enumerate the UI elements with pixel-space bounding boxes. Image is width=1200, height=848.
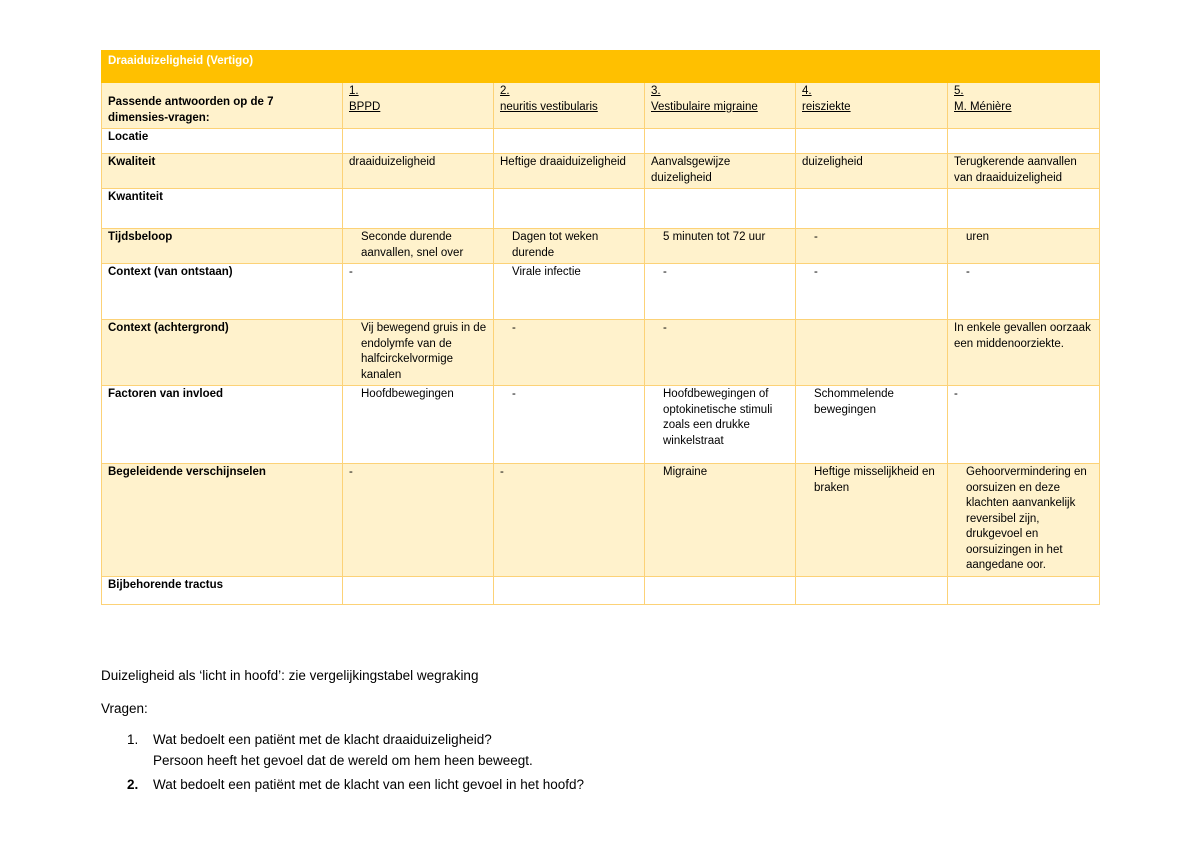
table-row-tijdsbeloop bbox=[102, 229, 1100, 264]
table-cell bbox=[948, 229, 1100, 264]
cell-text: - bbox=[663, 322, 667, 334]
row-label: Kwantiteit bbox=[102, 189, 343, 229]
table-cell bbox=[948, 464, 1100, 577]
table-cell bbox=[494, 129, 645, 154]
table-cell: Terugkerende aanvallen van draaiduizeligheid bbox=[948, 154, 1100, 189]
cell-text: - bbox=[814, 231, 818, 243]
table-row-context-achtergrond bbox=[102, 320, 1100, 386]
table-cell bbox=[343, 576, 494, 604]
table-cell bbox=[645, 576, 796, 604]
cell-text: Gehoorvermindering en oorsuizen en deze klachten aanvankelijk reversibel zijn, drukgevoel en oorsuizingen in het aangedane oor. bbox=[966, 466, 1087, 571]
row-label: Bijbehorende tractus bbox=[102, 576, 343, 604]
cell-text: uren bbox=[966, 231, 990, 243]
table-cell bbox=[796, 229, 948, 264]
cell-text: Virale infectie bbox=[512, 266, 581, 278]
table-cell bbox=[948, 129, 1100, 154]
col-name: M. Ménière bbox=[954, 100, 1012, 113]
cell-text: - bbox=[663, 266, 667, 278]
question-1-text: Wat bedoelt een patiënt met de klacht draaiduizeligheid? bbox=[153, 732, 492, 747]
vertigo-table bbox=[101, 50, 1100, 605]
table-title: Draaiduizeligheid (Vertigo) bbox=[102, 51, 1100, 83]
col-number: 5. bbox=[954, 85, 964, 97]
table-cell bbox=[948, 576, 1100, 604]
table-cell bbox=[645, 264, 796, 320]
table-cell bbox=[645, 464, 796, 577]
table-cell bbox=[343, 129, 494, 154]
table-cell bbox=[343, 229, 494, 264]
header-label: Passende antwoorden op de 7 dimensies-vragen: bbox=[102, 83, 343, 129]
table-cell bbox=[645, 386, 796, 464]
table-cell bbox=[494, 386, 645, 464]
table-row-tractus bbox=[102, 576, 1100, 604]
table-row-factoren bbox=[102, 386, 1100, 464]
cell-text: - bbox=[512, 388, 516, 400]
row-label: Context (van ontstaan) bbox=[102, 264, 343, 320]
table-row-locatie bbox=[102, 129, 1100, 154]
header-col-1 bbox=[343, 83, 494, 129]
col-name: BPPD bbox=[349, 100, 381, 113]
table-header-row bbox=[102, 83, 1100, 129]
col-name: neuritis vestibularis bbox=[500, 100, 598, 113]
table-row-kwaliteit bbox=[102, 154, 1100, 189]
question-1-number: 1. bbox=[127, 732, 139, 747]
table-cell bbox=[796, 320, 948, 386]
table-cell: draaiduizeligheid bbox=[343, 154, 494, 189]
cell-text: Schommelende bewegingen bbox=[814, 388, 894, 416]
table-cell bbox=[494, 229, 645, 264]
table-cell: Aanvalsgewijze duizeligheid bbox=[645, 154, 796, 189]
table-cell bbox=[343, 386, 494, 464]
header-col-2 bbox=[494, 83, 645, 129]
header-col-3 bbox=[645, 83, 796, 129]
table-cell: duizeligheid bbox=[796, 154, 948, 189]
table-cell bbox=[796, 576, 948, 604]
row-label: Begeleidende verschijnselen bbox=[102, 464, 343, 577]
table-cell bbox=[343, 320, 494, 386]
table-cell bbox=[796, 189, 948, 229]
table-cell bbox=[948, 264, 1100, 320]
table-cell bbox=[494, 189, 645, 229]
cell-text: Migraine bbox=[663, 466, 708, 478]
table-cell bbox=[645, 320, 796, 386]
cell-text: 5 minuten tot 72 uur bbox=[663, 231, 766, 243]
col-number: 2. bbox=[500, 85, 510, 97]
col-name: reisziekte bbox=[802, 100, 851, 113]
cell-text: Heftige misselijkheid en braken bbox=[814, 466, 935, 494]
table-cell: - bbox=[948, 386, 1100, 464]
table-cell bbox=[796, 264, 948, 320]
table-row-begeleidende bbox=[102, 464, 1100, 577]
col-number: 4. bbox=[802, 85, 812, 97]
table-cell bbox=[343, 189, 494, 229]
row-label: Kwaliteit bbox=[102, 154, 343, 189]
header-col-4 bbox=[796, 83, 948, 129]
col-number: 1. bbox=[349, 85, 359, 97]
col-number: 3. bbox=[651, 85, 661, 97]
cell-text: Hoofdbewegingen bbox=[361, 388, 454, 400]
table-cell bbox=[645, 229, 796, 264]
table-row-kwantiteit bbox=[102, 189, 1100, 229]
table-cell: In enkele gevallen oorzaak een middenoorziekte. bbox=[948, 320, 1100, 386]
cell-text: - bbox=[966, 266, 970, 278]
question-2-number: 2. bbox=[127, 777, 139, 792]
table-cell bbox=[494, 264, 645, 320]
col-name: Vestibulaire migraine bbox=[651, 100, 758, 113]
questions-heading: Vragen: bbox=[101, 701, 148, 716]
table-cell bbox=[796, 386, 948, 464]
cell-text: - bbox=[512, 322, 516, 334]
row-label: Tijdsbeloop bbox=[102, 229, 343, 264]
cell-text: - bbox=[814, 266, 818, 278]
question-1-answer: Persoon heeft het gevoel dat de wereld om hem heen beweegt. bbox=[153, 753, 533, 768]
table-cell bbox=[494, 320, 645, 386]
table-cell: - bbox=[494, 464, 645, 577]
row-label: Locatie bbox=[102, 129, 343, 154]
table-cell bbox=[645, 189, 796, 229]
table-cell: - bbox=[343, 464, 494, 577]
table-cell bbox=[494, 576, 645, 604]
table-cell bbox=[796, 464, 948, 577]
cell-text: Dagen tot weken durende bbox=[512, 231, 599, 259]
table-cell bbox=[645, 129, 796, 154]
table-cell bbox=[796, 129, 948, 154]
question-2-text: Wat bedoelt een patiënt met de klacht van een licht gevoel in het hoofd? bbox=[153, 777, 585, 792]
cell-text: Hoofdbewegingen of optokinetische stimuli zoals een drukke winkelstraat bbox=[663, 388, 773, 447]
table-cell: - bbox=[343, 264, 494, 320]
table-cell: Heftige draaiduizeligheid bbox=[494, 154, 645, 189]
table-title-row bbox=[102, 51, 1100, 83]
table-row-context-ontstaan bbox=[102, 264, 1100, 320]
header-col-5 bbox=[948, 83, 1100, 129]
light-head-note: Duizeligheid als ‘licht in hoofd’: zie vergelijkingstabel wegraking bbox=[101, 668, 479, 683]
table-cell bbox=[948, 189, 1100, 229]
row-label: Context (achtergrond) bbox=[102, 320, 343, 386]
cell-text: Vij bewegend gruis in de endolymfe van de halfcirckelvormige kanalen bbox=[361, 322, 487, 381]
row-label: Factoren van invloed bbox=[102, 386, 343, 464]
cell-text: Seconde durende aanvallen, snel over bbox=[361, 231, 464, 259]
